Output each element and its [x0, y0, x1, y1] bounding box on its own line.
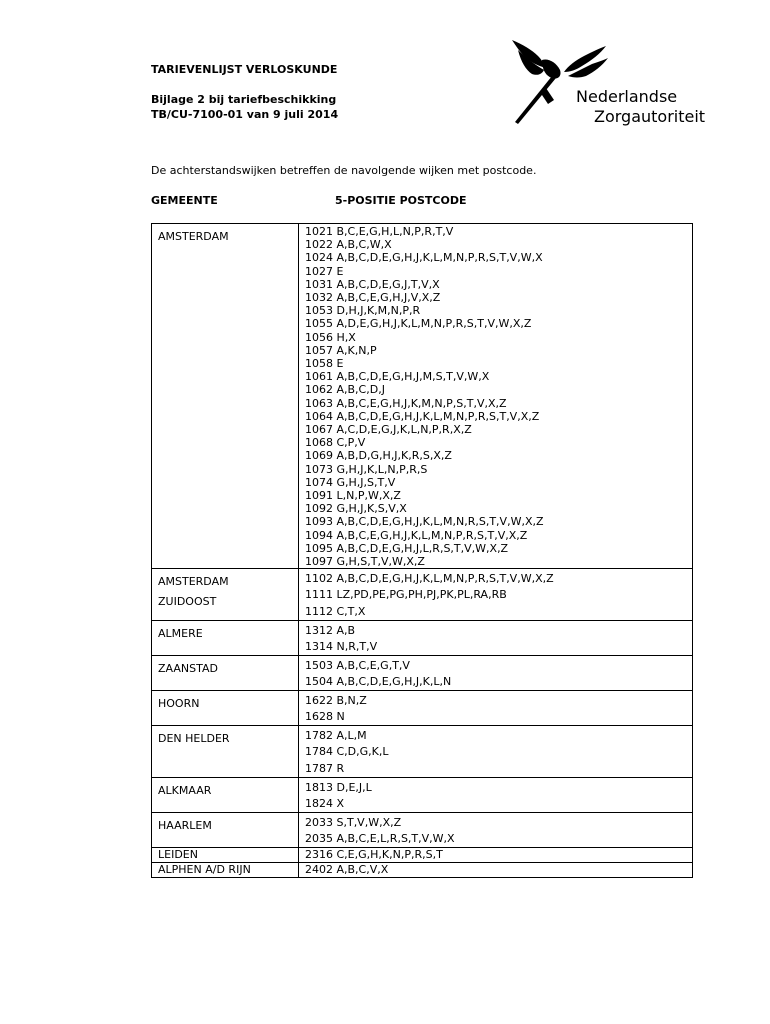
- postcode-line: 1057 A,K,N,P: [305, 343, 377, 357]
- postcode-line: 1782 A,L,M: [305, 729, 367, 743]
- gemeente-cell: [152, 726, 299, 778]
- postcode-table: [151, 223, 693, 878]
- gemeente-name: DEN HELDER: [158, 732, 230, 746]
- gemeente-name: AMSTERDAM: [158, 575, 229, 589]
- table-row: [152, 726, 693, 778]
- postcode-line: 1112 C,T,X: [305, 605, 366, 619]
- postcode-cell: [299, 691, 693, 726]
- document-title: TARIEVENLIJST VERLOSKUNDE: [151, 63, 338, 76]
- postcode-line: 1022 A,B,C,W,X: [305, 238, 392, 252]
- postcode-line: 1061 A,B,C,D,E,G,H,J,M,S,T,V,W,X: [305, 370, 490, 384]
- gemeente-cell: [152, 691, 299, 726]
- gemeente-name: AMSTERDAM: [158, 230, 229, 243]
- postcode-line: 1111 LZ,PD,PE,PG,PH,PJ,PK,PL,RA,RB: [305, 588, 507, 602]
- postcode-line: 1032 A,B,C,E,G,H,J,V,X,Z: [305, 291, 441, 305]
- column-header-postcode: 5-POSITIE POSTCODE: [335, 194, 467, 207]
- gemeente-cell: [152, 569, 299, 621]
- postcode-line: 1053 D,H,J,K,M,N,P,R: [305, 304, 421, 318]
- postcode-cell: [299, 778, 693, 813]
- gemeente-name: ALMERE: [158, 627, 203, 641]
- gemeente-cell: [152, 621, 299, 656]
- postcode-line: 1628 N: [305, 710, 345, 724]
- postcode-line: 1068 C,P,V: [305, 436, 366, 450]
- postcode-line: 1787 R: [305, 762, 345, 776]
- intro-text: De achterstandswijken betreffen de navolgende wijken met postcode.: [151, 164, 537, 177]
- postcode-line: 1073 G,H,J,K,L,N,P,R,S: [305, 462, 428, 476]
- postcode-cell: [299, 621, 693, 656]
- postcode-cell: [299, 569, 693, 621]
- postcode-line: 1097 G,H,S,T,V,W,X,Z: [305, 555, 425, 569]
- postcode-line: 1063 A,B,C,E,G,H,J,K,M,N,P,S,T,V,X,Z: [305, 396, 507, 410]
- postcode-line: 1055 A,D,E,G,H,J,K,L,M,N,P,R,S,T,V,W,X,Z: [305, 317, 532, 331]
- column-header-gemeente: GEMEENTE: [151, 194, 218, 207]
- postcode-cell: [299, 224, 693, 569]
- gemeente-cell: [152, 813, 299, 848]
- postcode-line: 1031 A,B,C,D,E,G,J,T,V,X: [305, 277, 440, 291]
- postcode-line: 1102 A,B,C,D,E,G,H,J,K,L,M,N,P,R,S,T,V,W,X,Z: [305, 572, 554, 586]
- nza-logo: [508, 36, 708, 132]
- postcode-line: 1064 A,B,C,D,E,G,H,J,K,L,M,N,P,R,S,T,V,X,Z: [305, 409, 540, 423]
- table-row: [152, 224, 693, 569]
- postcode-line: 1824 X: [305, 797, 345, 811]
- postcode-line: 1813 D,E,J,L: [305, 781, 372, 795]
- gemeente-cell: [152, 863, 299, 878]
- postcode-line: 1069 A,B,D,G,H,J,K,R,S,X,Z: [305, 449, 452, 463]
- postcode-cell: [299, 863, 693, 878]
- table-row: [152, 621, 693, 656]
- postcode-line: 1056 H,X: [305, 330, 356, 344]
- postcode-line: 1622 B,N,Z: [305, 694, 367, 708]
- gemeente-name: ALKMAAR: [158, 784, 212, 798]
- postcode-line: 1092 G,H,J,K,S,V,X: [305, 502, 407, 516]
- postcode-line: 2402 A,B,C,V,X: [305, 863, 389, 877]
- postcode-line: 1784 C,D,G,K,L: [305, 745, 389, 759]
- postcode-line: 1091 L,N,P,W,X,Z: [305, 489, 401, 503]
- postcode-line: 1027 E: [305, 264, 344, 278]
- postcode-line: 1504 A,B,C,D,E,G,H,J,K,L,N: [305, 675, 452, 689]
- document-subtitle-line1: Bijlage 2 bij tariefbeschikking: [151, 93, 337, 106]
- postcode-line: 1024 A,B,C,D,E,G,H,J,K,L,M,N,P,R,S,T,V,W,X: [305, 251, 543, 265]
- gemeente-name: ZUIDOOST: [158, 595, 217, 609]
- postcode-line: 1067 A,C,D,E,G,J,K,L,N,P,R,X,Z: [305, 423, 472, 437]
- postcode-cell: [299, 726, 693, 778]
- postcode-line: 2035 A,B,C,E,L,R,S,T,V,W,X: [305, 832, 455, 846]
- gemeente-name: LEIDEN: [158, 848, 198, 862]
- gemeente-cell: [152, 224, 299, 569]
- document-subtitle-line2: TB/CU-7100-01 van 9 juli 2014: [151, 108, 339, 121]
- postcode-line: 2316 C,E,G,H,K,N,P,R,S,T: [305, 848, 443, 862]
- postcode-line: 1312 A,B: [305, 624, 356, 638]
- logo-text-line2: Zorgautoriteit: [594, 107, 706, 126]
- postcode-line: 1094 A,B,C,E,G,H,J,K,L,M,N,P,R,S,T,V,X,Z: [305, 528, 528, 542]
- gemeente-name: HAARLEM: [158, 819, 212, 833]
- table-row: [152, 778, 693, 813]
- postcode-cell: [299, 848, 693, 863]
- postcode-cell: [299, 813, 693, 848]
- table-row: [152, 656, 693, 691]
- gemeente-cell: [152, 778, 299, 813]
- logo-text-line1: Nederlandse: [576, 87, 678, 106]
- table-row: [152, 863, 693, 878]
- postcode-line: 1503 A,B,C,E,G,T,V: [305, 659, 410, 673]
- table-row: [152, 813, 693, 848]
- postcode-cell: [299, 656, 693, 691]
- gemeente-name: ZAANSTAD: [158, 662, 218, 676]
- postcode-line: 1093 A,B,C,D,E,G,H,J,K,L,M,N,R,S,T,V,W,X,Z: [305, 515, 544, 529]
- gemeente-name: ALPHEN A/D RIJN: [158, 863, 251, 877]
- postcode-line: 1058 E: [305, 357, 344, 371]
- postcode-line: 2033 S,T,V,W,X,Z: [305, 816, 402, 830]
- postcode-line: 1074 G,H,J,S,T,V: [305, 475, 396, 489]
- table-row: [152, 691, 693, 726]
- gemeente-cell: [152, 656, 299, 691]
- gemeente-cell: [152, 848, 299, 863]
- table-row: [152, 848, 693, 863]
- table-row: [152, 569, 693, 621]
- postcode-line: 1314 N,R,T,V: [305, 640, 378, 654]
- postcode-line: 1095 A,B,C,D,E,G,H,J,L,R,S,T,V,W,X,Z: [305, 541, 509, 555]
- postcode-line: 1021 B,C,E,G,H,L,N,P,R,T,V: [305, 225, 454, 238]
- gemeente-name: HOORN: [158, 697, 200, 711]
- postcode-line: 1062 A,B,C,D,J: [305, 383, 385, 397]
